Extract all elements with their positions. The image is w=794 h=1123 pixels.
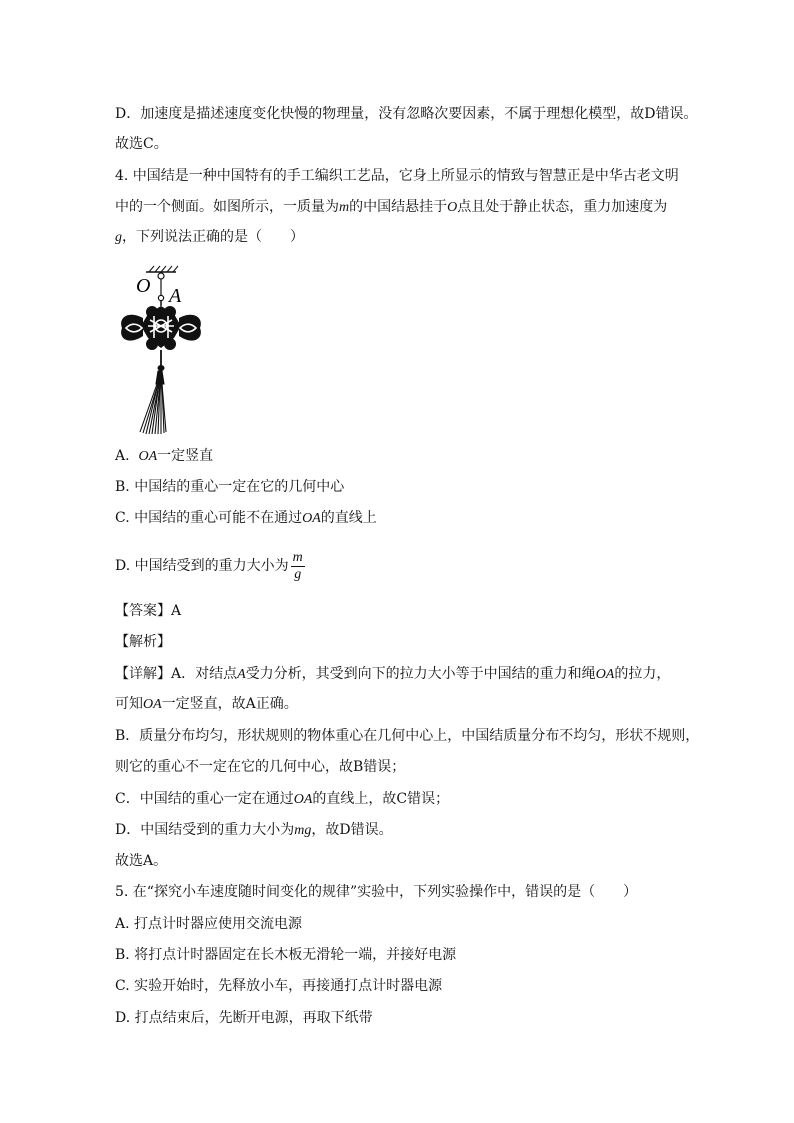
q4-option-a [115, 446, 213, 467]
var-oa: OA [302, 511, 321, 526]
prev-option-d-explanation: D．加速度是描述速度变化快慢的物理量，没有忽略次要因素，不属于理想化模型，故D错误。 [115, 106, 698, 122]
var-a: A [237, 667, 246, 682]
tassel-bead [158, 365, 165, 371]
var-oa: OA [595, 667, 615, 682]
var-oa: OA [293, 792, 313, 807]
var-m: m [339, 200, 350, 215]
q4-stem-text: ，下列说法正确的是（ ） [122, 229, 304, 245]
fraction-denominator: g [294, 566, 302, 582]
q4-analysis-heading: 【解析】 [115, 634, 171, 650]
detail-text: D．中国结受到的重力大小为 [115, 822, 295, 838]
q5-option-b: B. 将打点计时器固定在长木板无滑轮一端，并接好电源 [115, 947, 457, 963]
fraction-numerator: m [292, 549, 303, 565]
q4-stem-line-3 [115, 227, 304, 248]
q4-conclusion: 故选A。 [115, 853, 168, 869]
option-d-text: D. 中国结受到的重力大小为 [115, 558, 289, 574]
q5-option-c: C. 实验开始时，先释放小车，再接通打点计时器电源 [115, 978, 443, 994]
q4-detail-line-5 [115, 789, 449, 810]
var-mg: mg [294, 823, 312, 838]
var-g: g [115, 230, 122, 245]
q4-detail-line-2 [115, 694, 298, 715]
q5-stem: 5. 在“探究小车速度随时间变化的规律”实验中，下列实验操作中，错误的是（ ） [115, 884, 638, 900]
var-oa: OA [138, 449, 158, 464]
q4-detail-line-6 [115, 820, 393, 841]
q4-detail-line-4: 则它的重心不一定在它的几何中心，故B错误； [115, 759, 406, 775]
prev-conclusion: 故选C。 [115, 136, 168, 152]
ceiling-hatch [149, 266, 178, 272]
q4-stem-line-1: 4. 中国结是一种中国特有的手工编织工艺品，它身上所显示的情致与智慧正是中华古老文明 [115, 168, 679, 184]
option-c-text: 的直线上 [320, 510, 377, 526]
fraction-m-over-g [291, 550, 305, 583]
q4-option-d [115, 548, 305, 584]
detail-text: 【详解】A．对结点 [115, 666, 238, 682]
detail-text: 的直线上，故C错误； [312, 791, 450, 807]
q4-option-c [115, 508, 377, 529]
q5-option-d: D. 打点结束后，先断开电源，再取下纸带 [115, 1010, 373, 1026]
option-a-text: 一定竖直 [157, 448, 214, 464]
q4-stem-text: 点且处于静止状态，重力加速度为 [457, 199, 668, 215]
detail-text: C．中国结的重心一定在通过 [115, 791, 294, 807]
detail-text: 可知 [115, 696, 143, 712]
detail-text: 一定竖直，故A正确。 [161, 696, 298, 712]
var-o: O [447, 200, 458, 215]
detail-text: ，故D错误。 [311, 822, 393, 838]
option-a-prefix: A. [115, 448, 130, 464]
point-o [158, 273, 164, 279]
point-a [158, 295, 163, 300]
q4-stem-line-2 [115, 197, 667, 218]
detail-text: 受力分析，其受到向下的拉力大小等于中国结的重力和绳 [245, 666, 596, 682]
q4-stem-text: 中的一个侧面。如图所示，一质量为 [115, 199, 339, 215]
label-a: A [169, 285, 182, 307]
q4-answer: 【答案】A [115, 603, 182, 619]
tassel [140, 371, 166, 434]
q4-option-b: B. 中国结的重心一定在它的几何中心 [115, 479, 345, 495]
var-oa: OA [143, 697, 162, 712]
q4-detail-line-1 [115, 664, 670, 685]
detail-text: 的拉力， [614, 666, 671, 682]
q5-option-a: A. 打点计时器应使用交流电源 [115, 916, 303, 932]
q4-detail-line-3: B．质量分布均匀，形状规则的物体重心在几何中心上，中国结质量分布不均匀，形状不规则， [115, 728, 700, 744]
q4-stem-text: 的中国结悬挂于 [349, 199, 448, 215]
knot-body [121, 306, 201, 350]
chinese-knot-figure [118, 262, 213, 438]
option-c-text: C. 中国结的重心可能不在通过 [115, 510, 303, 526]
label-o: O [136, 275, 151, 297]
